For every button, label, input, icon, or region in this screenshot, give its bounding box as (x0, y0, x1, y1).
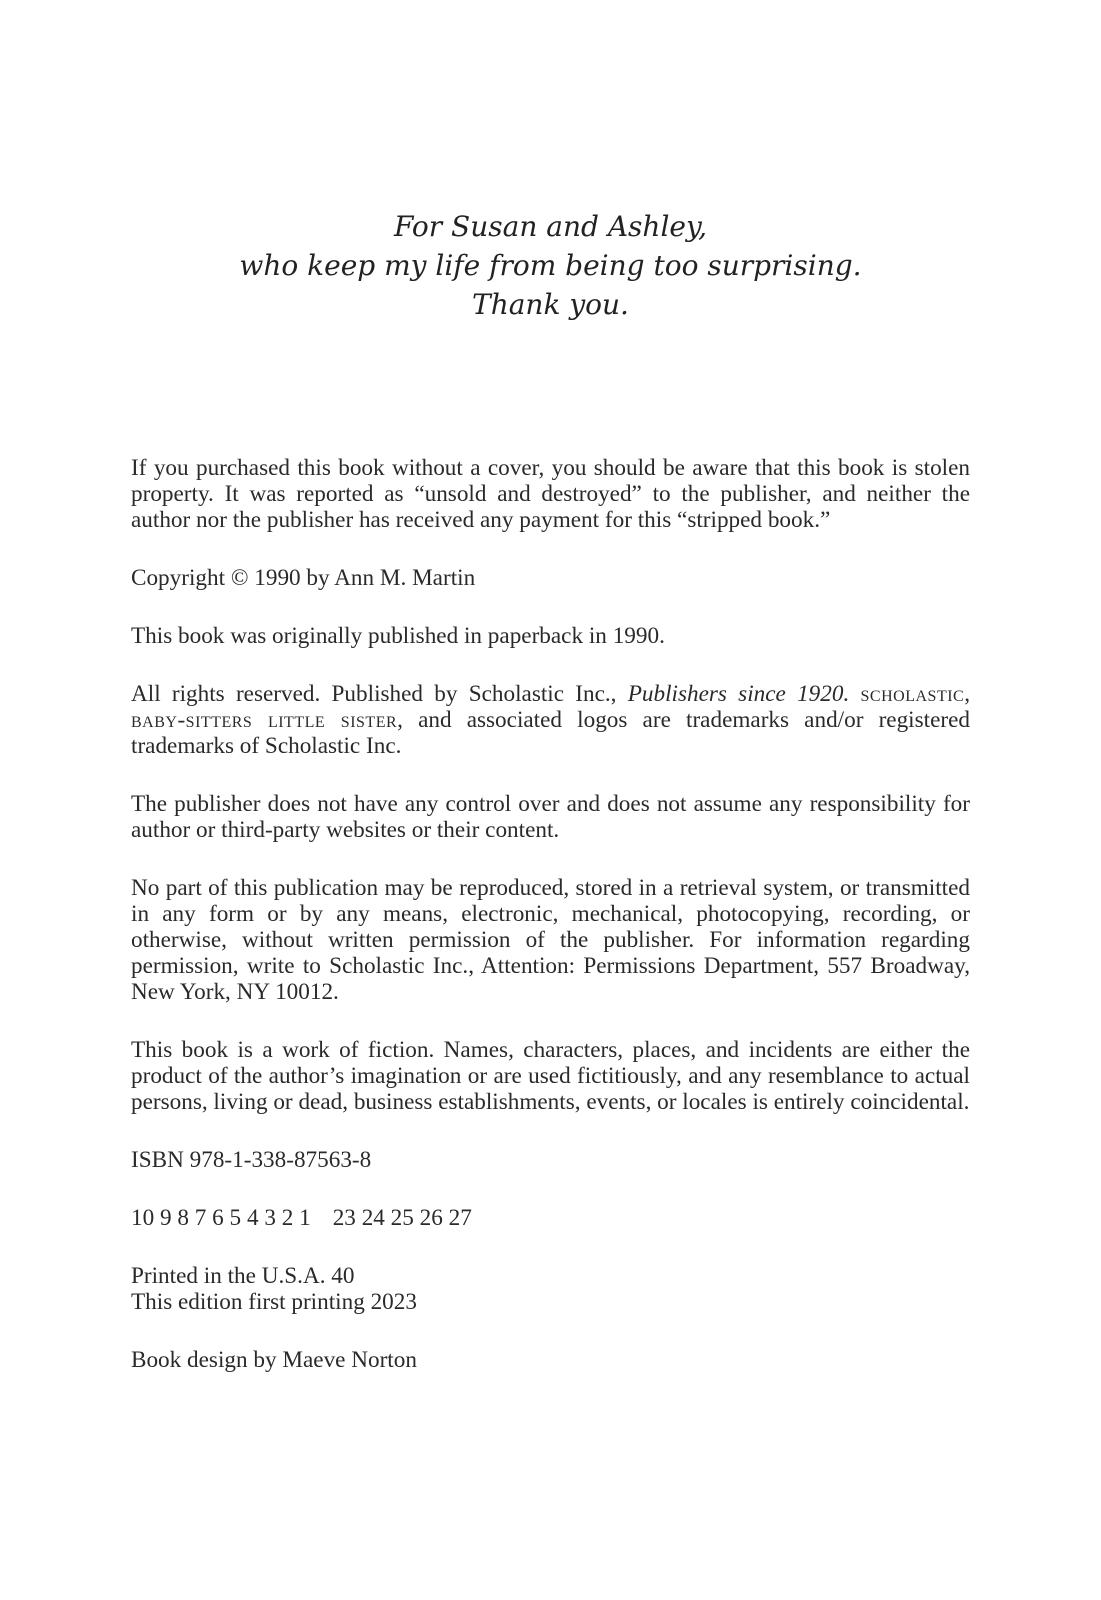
book-design-credit: Book design by Maeve Norton (131, 1347, 417, 1373)
publishers-since: Publishers since 1920. (627, 681, 850, 707)
original-publication-line: This book was originally published in paperback in 1990. (131, 623, 665, 649)
rights-text-3: , and associated logos are trademarks and/or registered trademarks of Scholastic Inc. (131, 707, 970, 759)
dedication-line-1: For Susan and Ashley, (394, 210, 707, 243)
copyright-line: Copyright © 1990 by Ann M. Martin (131, 565, 476, 591)
reproduction-notice: No part of this publication may be reproduced, stored in a retrieval system, or transmitted in any form or by any means, electronic, mechanical, photocopying, recording, or otherwise, without written permission of the publisher. For information regarding permission, write to Scholastic Inc., Attention: Permissions Department, 557 Broadway, New York, NY 10012. (131, 875, 970, 1005)
printing-line (131, 1205, 970, 1231)
dedication (0, 207, 1101, 324)
copyright-page-body (131, 455, 970, 1405)
isbn-line: ISBN 978-1-338-87563-8 (131, 1147, 372, 1173)
printed-in-line: Printed in the U.S.A. 40 (131, 1263, 355, 1289)
dedication-line-3: Thank you. (472, 288, 629, 321)
stripped-book-notice: If you purchased this book without a cover, you should be aware that this book is stolen property. It was reported as “unsold and destroyed” to the publisher, and neither the author nor the publisher has received any payment for this “stripped book.” (131, 455, 970, 533)
printing-info (131, 1263, 970, 1315)
printing-impressions: 10 9 8 7 6 5 4 3 2 1 (131, 1205, 311, 1231)
scholastic-trademark: scholastic (860, 681, 965, 707)
dedication-line-2: who keep my life from being too surprising. (239, 249, 862, 282)
edition-line: This edition first printing 2023 (131, 1289, 417, 1315)
fiction-notice: This book is a work of fiction. Names, characters, places, and incidents are either the product of the author’s imagination or are used fictitiously, and any resemblance to actual persons, living or dead, business establishments, events, or locales is entirely coincidental. (131, 1037, 970, 1115)
rights-text-1: All rights reserved. Published by Scholastic Inc., (131, 681, 628, 707)
websites-disclaimer: The publisher does not have any control over and does not assume any responsibility for author or third-party websites or their content. (131, 791, 970, 843)
series-trademark: baby-sitters little sister (131, 707, 398, 733)
rights-text-2: , (964, 681, 971, 707)
rights-reserved-paragraph (131, 681, 970, 759)
printing-years: 23 24 25 26 27 (332, 1205, 472, 1231)
